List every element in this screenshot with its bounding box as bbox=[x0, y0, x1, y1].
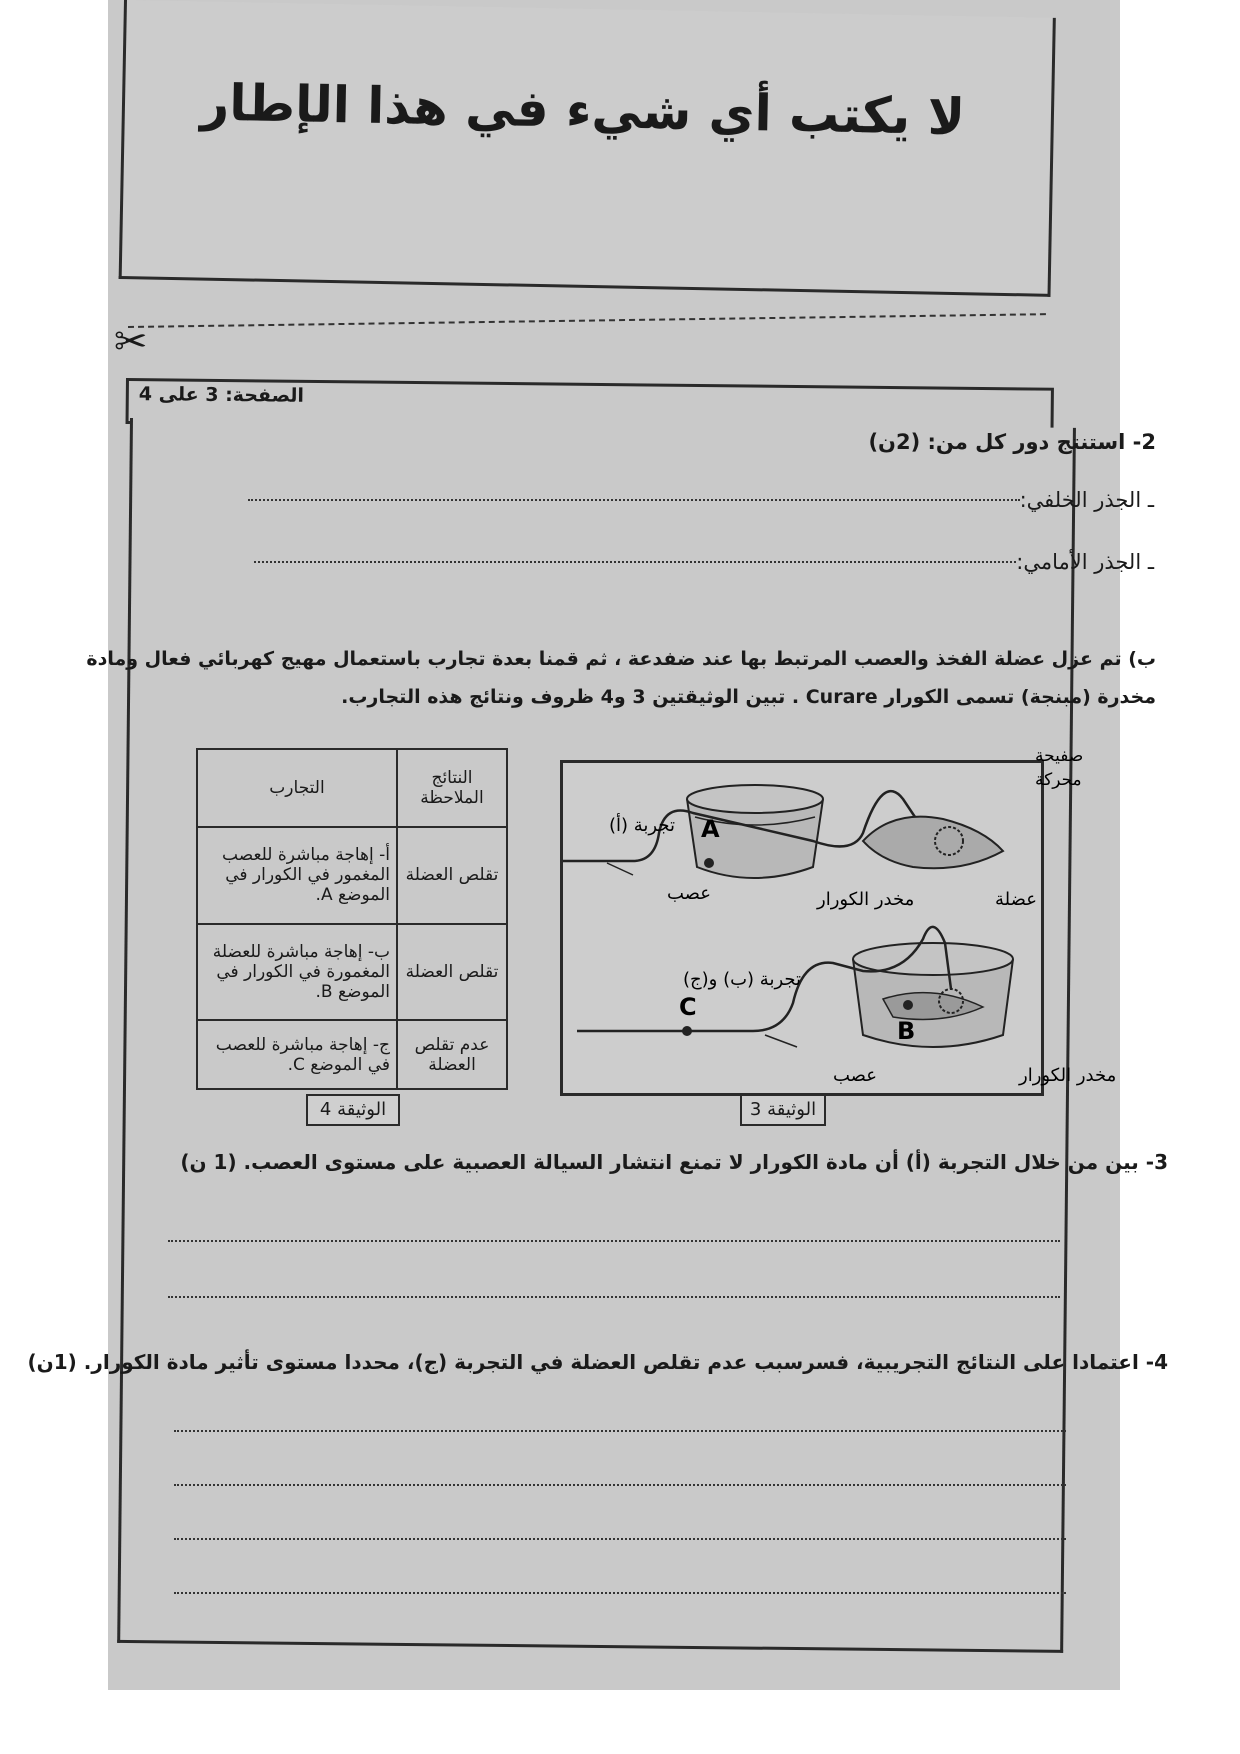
part-b-line-2: مخدرة (مبنجة) تسمى الكورار Curare . تبين الوثيقتين 3 و4 ظروف ونتائج هذه التجارب. bbox=[341, 686, 1156, 708]
page-current: 3 bbox=[205, 383, 219, 406]
question-2-title bbox=[868, 430, 1156, 454]
bottom-beaker bbox=[853, 943, 1013, 1047]
nerve-pointer bbox=[765, 1035, 797, 1047]
experiment-cell: أ- إهاجة مباشرة للعصب المغمور في الكورار في الموضع A. bbox=[197, 827, 397, 924]
page-total: 4 bbox=[138, 383, 153, 406]
q4-answer-line-2[interactable] bbox=[174, 1484, 1066, 1486]
q2-item-anterior-root[interactable] bbox=[254, 550, 1154, 574]
do-not-write-notice: لا يكتب أي شيء في هذا الإطار bbox=[199, 73, 966, 147]
q4-points: (1ن) bbox=[27, 1350, 77, 1374]
plate-label: صفيحة bbox=[1035, 746, 1084, 766]
document-3-caption: الوثيقة 3 bbox=[740, 1094, 826, 1126]
result-cell: تقلص العضلة bbox=[397, 827, 507, 924]
question-4 bbox=[27, 1350, 1168, 1374]
page-label: الصفحة: bbox=[225, 384, 305, 407]
do-not-write-box bbox=[119, 0, 1056, 297]
point-c-label: C bbox=[679, 993, 697, 1021]
table-row bbox=[197, 1020, 507, 1089]
answer-dotted-line[interactable] bbox=[248, 499, 1020, 501]
q4-answer-line-4[interactable] bbox=[174, 1592, 1066, 1594]
result-cell: تقلص العضلة bbox=[397, 924, 507, 1021]
document-3-diagram bbox=[560, 746, 1117, 1096]
experiment-cell: ج- إهاجة مباشرة للعصب في الموضع C. bbox=[197, 1020, 397, 1089]
nerve-bottom-label: عصب bbox=[833, 1065, 878, 1086]
header-experiments: التجارب bbox=[197, 749, 397, 827]
results-table bbox=[196, 748, 508, 1090]
exp-bc-label: تجربة (ب) و(ج) bbox=[683, 969, 802, 990]
q3-text: 3- بين من خلال التجربة (أ) أن مادة الكورار لا تمنع انتشار السيالة العصبية على مستوى العصب. bbox=[243, 1150, 1168, 1174]
exp-a-label: تجربة (أ) bbox=[609, 815, 675, 836]
point-c-dot bbox=[682, 1026, 692, 1036]
nerve-pointer bbox=[607, 863, 633, 875]
point-a-label: A bbox=[701, 815, 720, 843]
curare-bottom-label: مخدر الكورار bbox=[1019, 1065, 1117, 1086]
q2-item-posterior-root[interactable] bbox=[248, 488, 1154, 512]
result-cell: عدم تقلص العضلة bbox=[397, 1020, 507, 1089]
q2-item-label: ـ الجذر الأمامي: bbox=[1016, 550, 1154, 574]
header-results: النتائج الملاحظة bbox=[397, 749, 507, 827]
q2-points: (2ن) bbox=[868, 430, 921, 454]
muscle-shape bbox=[863, 817, 1003, 869]
part-b-line-1: ب) تم عزل عضلة الفخذ والعصب المرتبط بها عند ضفدعة ، ثم قمنا بعدة تجارب باستعمال مهيج كهربائي فعال ومادة bbox=[86, 648, 1156, 670]
question-3 bbox=[180, 1150, 1168, 1174]
point-b-label: B bbox=[897, 1017, 916, 1045]
q4-answer-line-1[interactable] bbox=[174, 1430, 1066, 1432]
experiment-diagram bbox=[563, 746, 1117, 1093]
point-b-dot bbox=[903, 1000, 913, 1010]
curare-top-label: مخدر الكورار bbox=[817, 889, 915, 910]
q3-points: (1 ن) bbox=[180, 1150, 237, 1174]
part-b-paragraph bbox=[86, 640, 1156, 716]
scissors-icon: ✂ bbox=[114, 319, 148, 365]
plate-label-2: محركة bbox=[1035, 770, 1082, 790]
experiment-cell: ب- إهاجة مباشرة للعضلة المغمورة في الكورار في الموضع B. bbox=[197, 924, 397, 1021]
q4-text: 4- اعتمادا على النتائج التجريبية، فسرسبب عدم تقلص العضلة في التجربة (ج)، محددا مستوى تأثير مادة الكورار. bbox=[83, 1350, 1168, 1374]
muscle-label: عضلة bbox=[995, 889, 1037, 910]
q3-answer-line-2[interactable] bbox=[168, 1296, 1060, 1298]
answer-dotted-line[interactable] bbox=[254, 561, 1016, 563]
q2-item-label: ـ الجذر الخلفي: bbox=[1019, 488, 1154, 512]
table-row bbox=[197, 924, 507, 1021]
page-of: على bbox=[158, 383, 199, 406]
document-4-table bbox=[196, 748, 508, 1090]
table-row bbox=[197, 827, 507, 924]
page-number bbox=[139, 383, 304, 407]
point-a-dot bbox=[704, 858, 714, 868]
document-4-caption: الوثيقة 4 bbox=[306, 1094, 400, 1126]
q2-text: 2- استنتج دور كل من: bbox=[927, 430, 1156, 454]
table-header-row bbox=[197, 749, 507, 827]
q4-answer-line-3[interactable] bbox=[174, 1538, 1066, 1540]
q3-answer-line-1[interactable] bbox=[168, 1240, 1060, 1242]
nerve-top-label: عصب bbox=[667, 883, 712, 904]
